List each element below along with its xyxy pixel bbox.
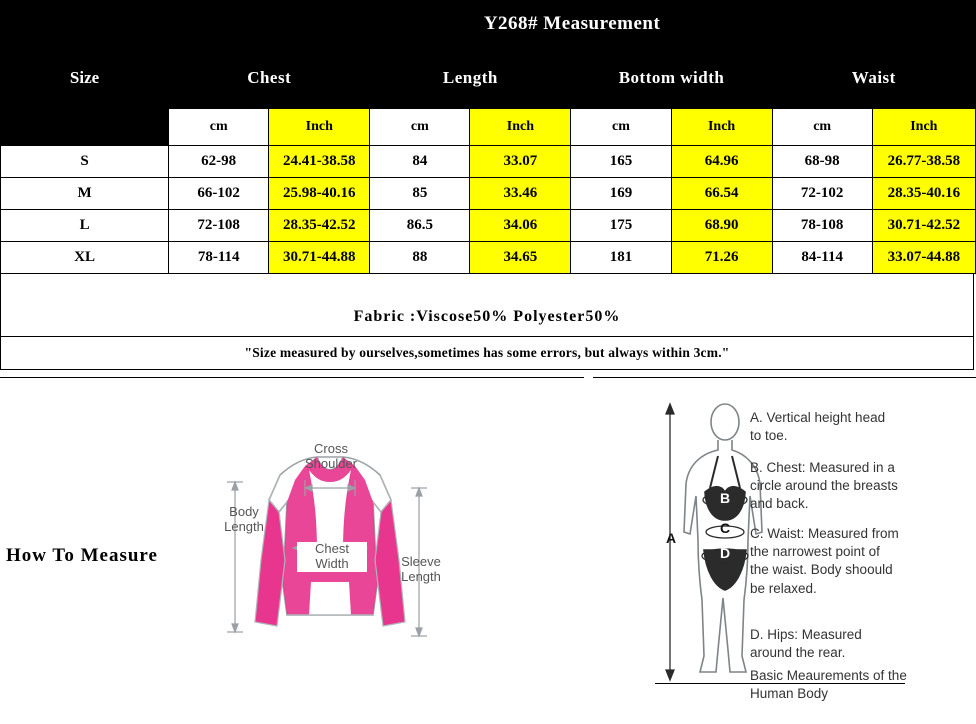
group-header-chest: Chest xyxy=(169,48,370,109)
cell-bottom-cm: 169 xyxy=(571,178,671,210)
table-row xyxy=(1,146,976,178)
letter-b: B xyxy=(720,490,731,506)
label-chest-width-line1: Chest xyxy=(315,541,349,556)
cell-bottom-cm: 175 xyxy=(571,210,671,242)
group-header-waist: Waist xyxy=(772,48,975,109)
table-row xyxy=(1,178,976,210)
disclaimer-line: "Size measured by ourselves,sometimes has some errors, but always within 3cm." xyxy=(244,345,730,360)
cell-length-cm: 85 xyxy=(370,178,470,210)
letter-c: C xyxy=(720,520,731,536)
cell-length-inch: 33.07 xyxy=(470,146,571,178)
label-body-length xyxy=(211,505,277,535)
body-note-b: B. Chest: Measured in a circle around the breasts and back. xyxy=(750,460,898,512)
label-sleeve-length-line1: Sleeve xyxy=(401,554,441,569)
table-unit-row xyxy=(1,109,976,146)
body-note-c: C. Waist: Measured from the narrowest point of the waist. Body shoould be relaxed. xyxy=(750,526,899,596)
label-chest-width-line2: Width xyxy=(315,555,349,571)
cell-chest-inch: 30.71-44.88 xyxy=(269,242,370,274)
cell-waist-inch: 30.71-42.52 xyxy=(872,210,975,242)
cell-length-inch: 34.65 xyxy=(470,242,571,274)
chart-title: Y268# Measurement xyxy=(169,1,976,48)
table-row xyxy=(1,210,976,242)
cell-chest-inch: 28.35-42.52 xyxy=(269,210,370,242)
label-sleeve-length xyxy=(390,555,452,585)
unit-length-cm: cm xyxy=(370,109,470,146)
table-row xyxy=(1,242,976,274)
row-size-label: XL xyxy=(1,242,169,274)
divider-line-1 xyxy=(0,377,584,378)
label-cross-shoulder-line1: Cross xyxy=(314,441,348,456)
title-spacer xyxy=(1,1,169,48)
unit-chest-cm: cm xyxy=(169,109,269,146)
cell-waist-cm: 84-114 xyxy=(772,242,872,274)
measurement-table xyxy=(0,0,976,274)
unit-spacer xyxy=(1,109,169,146)
cell-waist-inch: 26.77-38.58 xyxy=(872,146,975,178)
size-header: Size xyxy=(1,48,169,109)
cell-chest-cm: 78-114 xyxy=(169,242,269,274)
label-sleeve-length-line2: Length xyxy=(401,568,441,584)
body-note-a: A. Vertical height head to toe. xyxy=(750,410,886,444)
basic-measurements-caption: Basic Meaurements of the Human Body xyxy=(750,668,907,702)
unit-length-inch: Inch xyxy=(470,109,571,146)
table-group-row xyxy=(1,48,976,109)
garment-diagram xyxy=(205,400,455,700)
label-cross-shoulder xyxy=(291,442,371,472)
row-size-label: L xyxy=(1,210,169,242)
cell-chest-inch: 25.98-40.16 xyxy=(269,178,370,210)
table-title-row xyxy=(1,1,976,48)
fabric-line: Fabric :Viscose50% Polyester50% xyxy=(1,296,973,337)
cell-waist-inch: 33.07-44.88 xyxy=(872,242,975,274)
cell-waist-cm: 68-98 xyxy=(772,146,872,178)
notes-block xyxy=(0,274,974,370)
how-to-measure-title: How To Measure xyxy=(6,545,158,566)
divider-line-2 xyxy=(593,377,976,378)
body-measurement-diagram xyxy=(650,395,970,702)
cell-length-cm: 84 xyxy=(370,146,470,178)
row-size-label: S xyxy=(1,146,169,178)
unit-bottom-inch: Inch xyxy=(671,109,772,146)
cell-bottom-inch: 71.26 xyxy=(671,242,772,274)
group-header-bottom-width: Bottom width xyxy=(571,48,772,109)
cell-bottom-cm: 181 xyxy=(571,242,671,274)
unit-waist-cm: cm xyxy=(772,109,872,146)
cell-chest-cm: 66-102 xyxy=(169,178,269,210)
unit-waist-inch: Inch xyxy=(872,109,975,146)
group-header-length: Length xyxy=(370,48,571,109)
row-size-label: M xyxy=(1,178,169,210)
cell-bottom-cm: 165 xyxy=(571,146,671,178)
cell-chest-cm: 72-108 xyxy=(169,210,269,242)
cell-bottom-inch: 64.96 xyxy=(671,146,772,178)
cell-waist-inch: 28.35-40.16 xyxy=(872,178,975,210)
cell-length-cm: 88 xyxy=(370,242,470,274)
letter-a: A xyxy=(666,530,677,546)
cell-waist-cm: 78-108 xyxy=(772,210,872,242)
body-note-d: D. Hips: Measured around the rear. xyxy=(750,627,862,661)
letter-d: D xyxy=(720,545,731,561)
cell-bottom-inch: 66.54 xyxy=(671,178,772,210)
cell-bottom-inch: 68.90 xyxy=(671,210,772,242)
cell-length-inch: 33.46 xyxy=(470,178,571,210)
cell-chest-inch: 24.41-38.58 xyxy=(269,146,370,178)
unit-bottom-cm: cm xyxy=(571,109,671,146)
figure-bottom-rule xyxy=(655,683,905,684)
unit-chest-inch: Inch xyxy=(269,109,370,146)
label-cross-shoulder-line2: Shoulder xyxy=(304,455,358,471)
cell-waist-cm: 72-102 xyxy=(772,178,872,210)
label-body-length-line1: Body xyxy=(229,504,259,519)
label-body-length-line2: Length xyxy=(224,518,264,534)
cell-length-inch: 34.06 xyxy=(470,210,571,242)
cell-length-cm: 86.5 xyxy=(370,210,470,242)
label-chest-width xyxy=(297,542,367,572)
cell-chest-cm: 62-98 xyxy=(169,146,269,178)
